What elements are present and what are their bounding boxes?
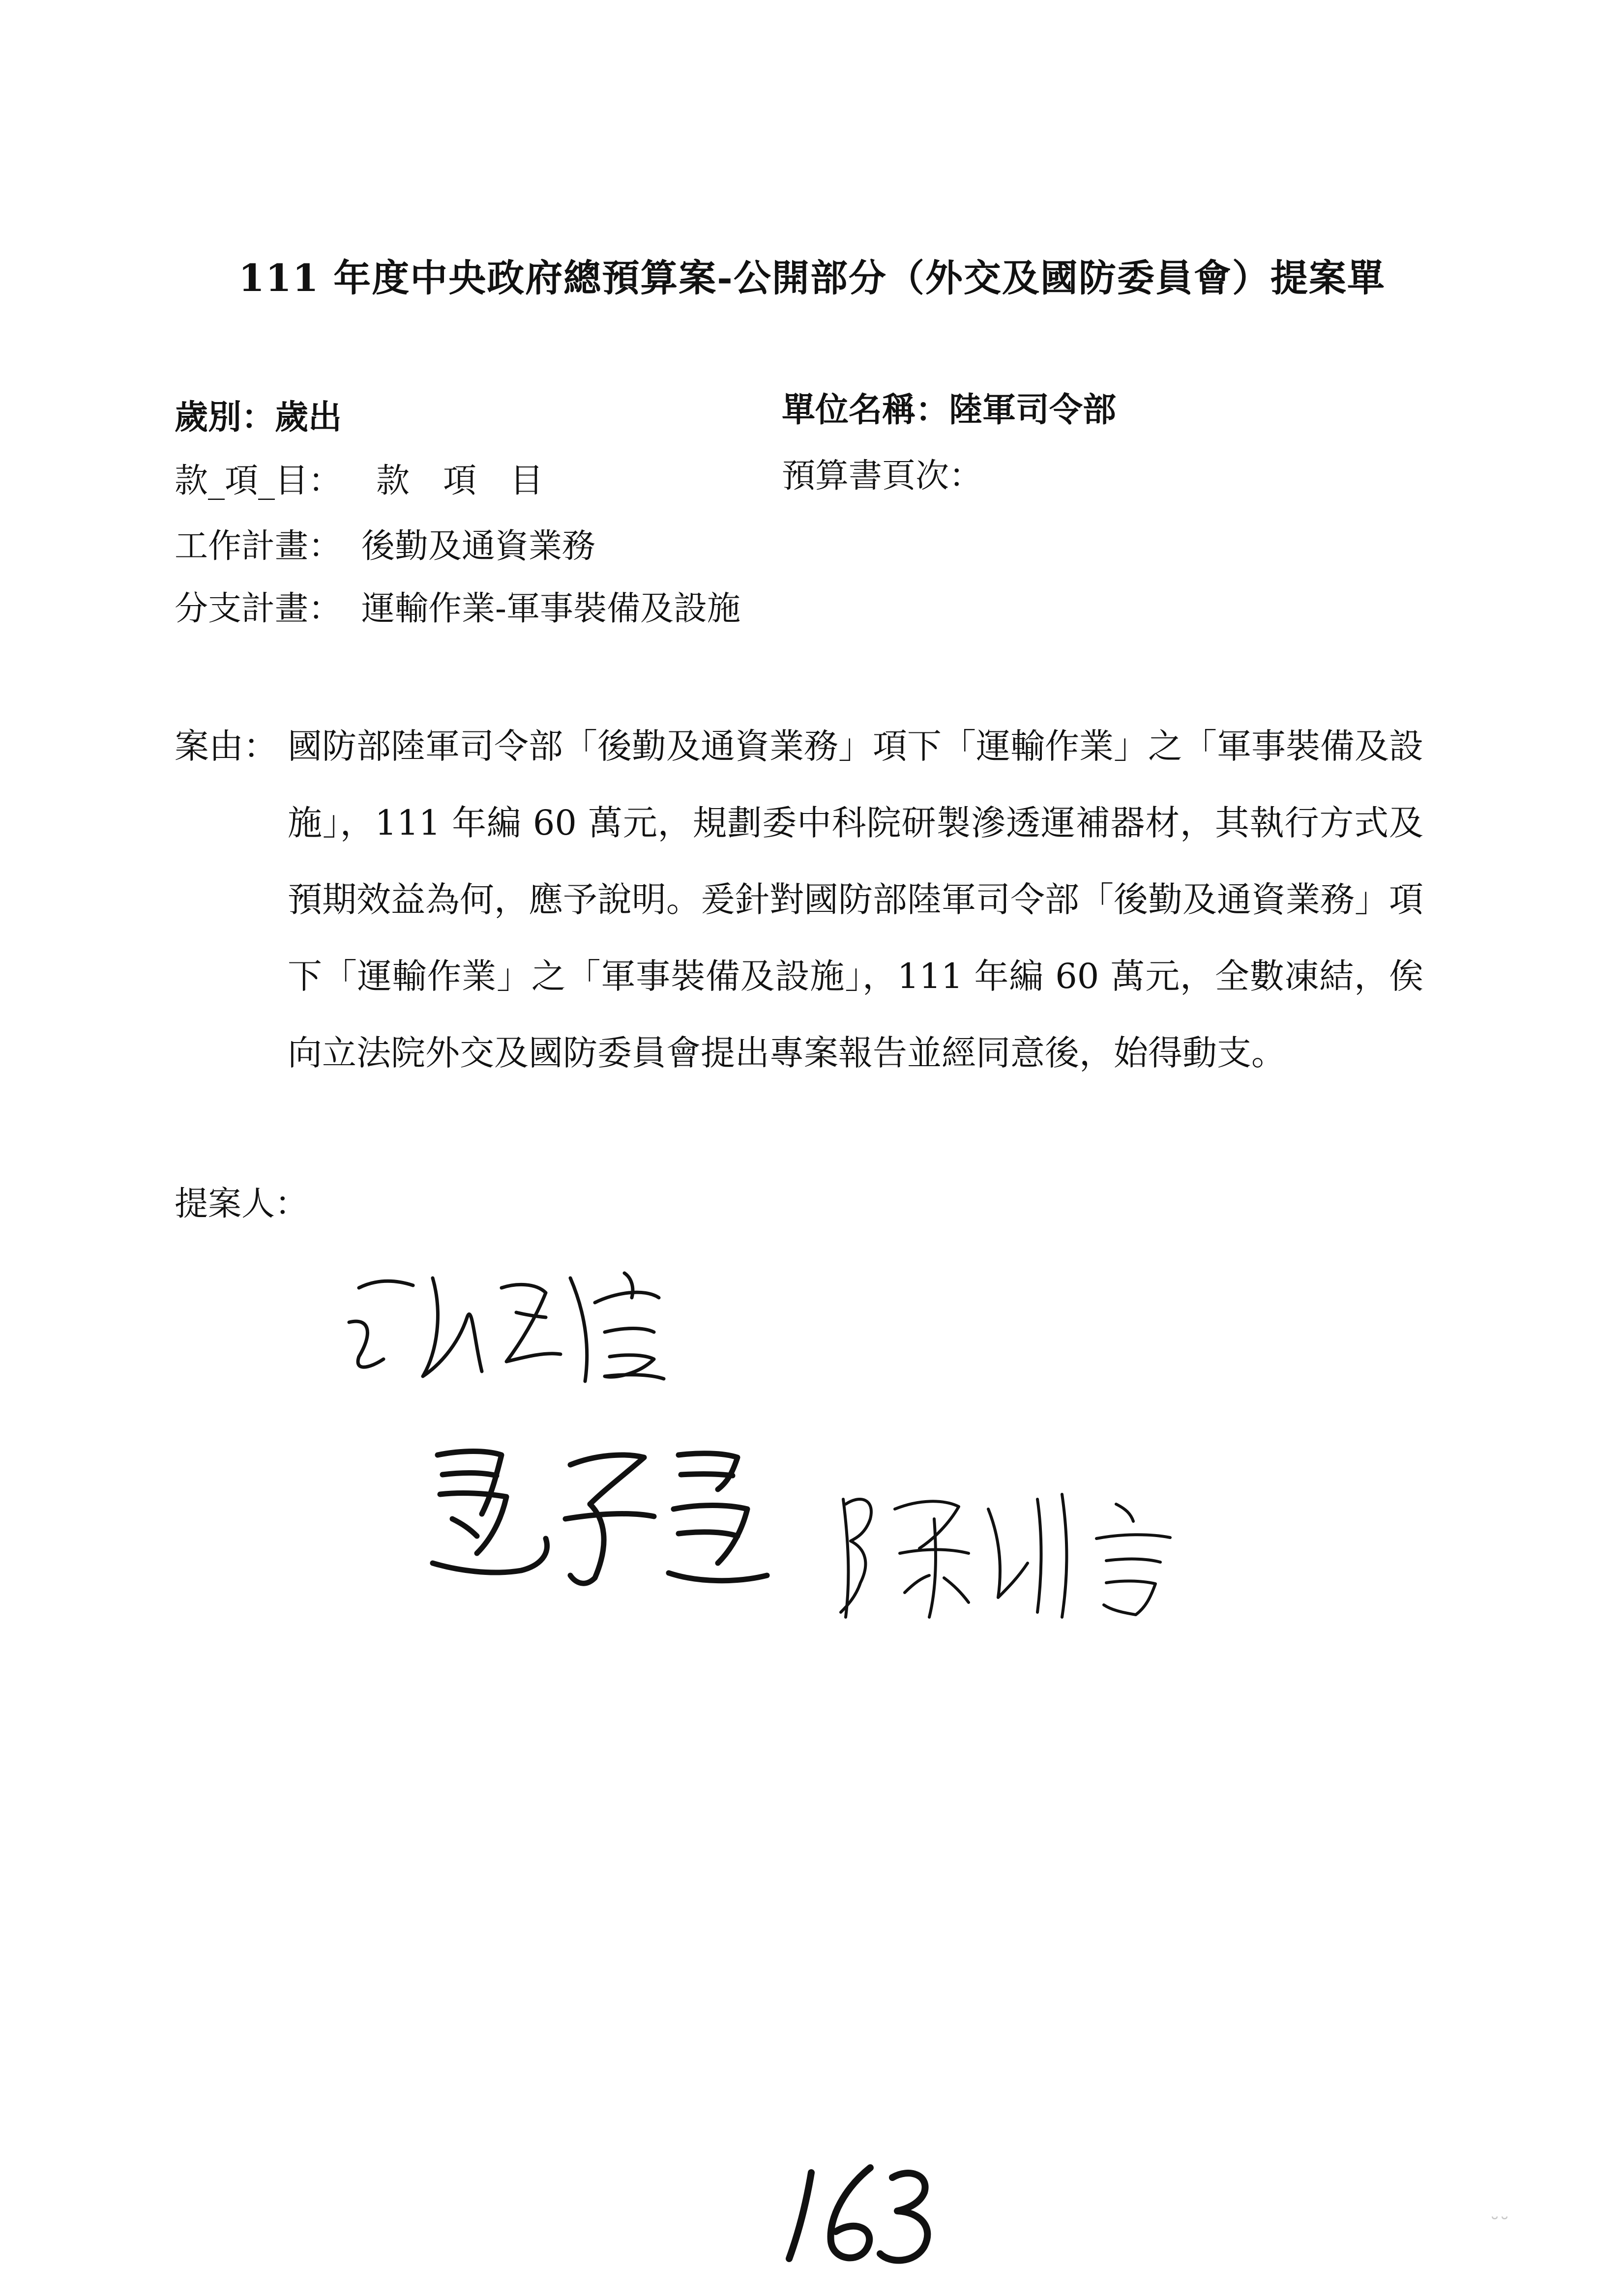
scan-mark: ˘˘ <box>1490 2214 1509 2237</box>
category-label: 歲別： <box>175 398 275 437</box>
sub-plan-label: 分支計畫： <box>175 589 342 628</box>
work-plan-field <box>175 527 596 566</box>
work-plan-value: 後勤及通資業務 <box>361 527 596 566</box>
item-label: 款_項_目： <box>175 462 342 500</box>
signature-1 <box>339 1258 772 1406</box>
page-ref-field <box>782 457 983 495</box>
sub-plan-field <box>175 589 740 628</box>
category-field <box>175 398 342 437</box>
item-field <box>175 462 544 500</box>
page-number-handwritten <box>777 2158 939 2271</box>
document-title: 111 年度中央政府總預算案-公開部分（外交及國防委員會）提案單 <box>238 256 1386 300</box>
unit-field <box>782 390 1117 430</box>
category-value: 歲出 <box>275 398 342 437</box>
sub-plan-value: 運輸作業-軍事裝備及設施 <box>361 589 740 628</box>
page-ref-label: 預算書頁次： <box>782 457 983 495</box>
signature-2 <box>423 1435 797 1612</box>
proposer-label: 提案人： <box>175 1185 309 1223</box>
unit-label: 單位名稱： <box>782 390 949 430</box>
reason-text: 國防部陸軍司令部「後勤及通資業務」項下「運輸作業」之「軍事裝備及設施」，111 年編 60 萬元，規劃委中科院研製滲透運補器材，其執行方式及預期效益為何，應予說明。爰針對國防部陸軍司令部「後勤及通資業務」項下「運輸作業」之「軍事裝備及設施」，111 年編 60 萬元，全數凍結，俟向立法院外交及國防委員會提出專案報告並經同意後，始得動支。 <box>288 726 1423 1073</box>
item-value: 款 項 目 <box>376 462 544 500</box>
signature-3 <box>831 1480 1214 1627</box>
unit-value: 陸軍司令部 <box>949 390 1117 430</box>
work-plan-label: 工作計畫： <box>175 527 342 566</box>
reason-label: 案由： <box>175 726 278 766</box>
reason-section <box>175 708 1423 1091</box>
